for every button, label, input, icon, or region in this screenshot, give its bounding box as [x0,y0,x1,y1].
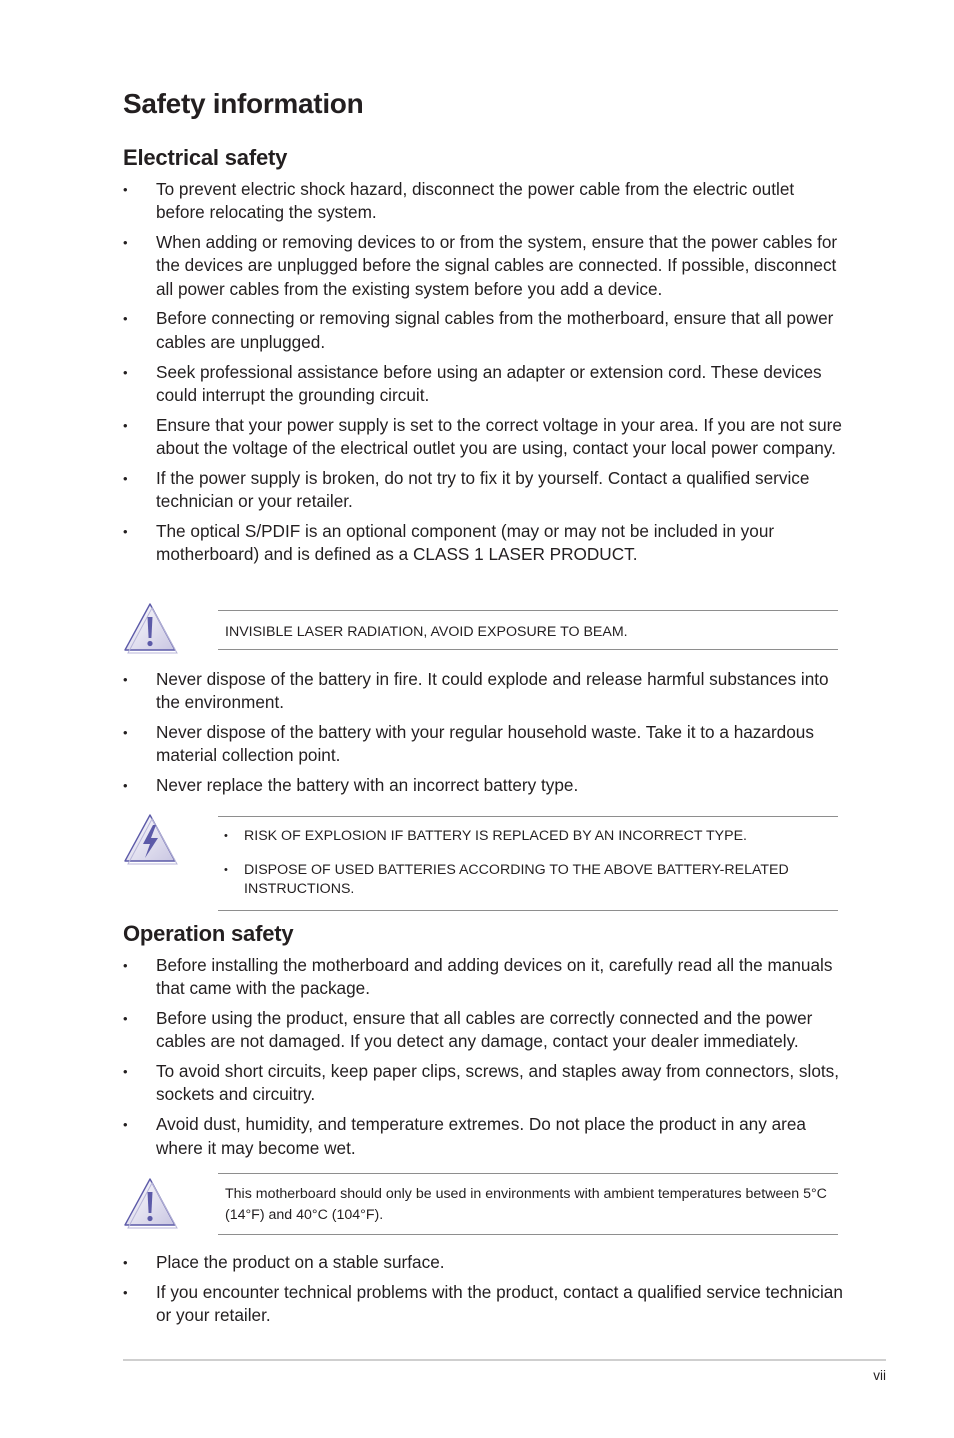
list-item: • To avoid short circuits, keep paper clips, screws, and staples away from connectors, slots, sockets and circuitry. [123,1060,843,1107]
list-item: • Before connecting or removing signal cables from the motherboard, ensure that all power cables are unplugged. [123,307,843,354]
exclamation-triangle-icon [123,1177,179,1229]
notice-box [218,816,838,911]
list-item: • Seek professional assistance before using an adapter or extension cord. These devices could interrupt the grounding circuit. [123,361,843,408]
operation-safety-heading: Operation safety [123,921,294,946]
list-item: • Ensure that your power supply is set to the correct voltage in your area. If you are not sure about the voltage of the electrical outlet you are using, contact your local power company. [123,414,843,461]
page-title: Safety information [123,88,364,119]
list-item: • Never dispose of the battery in fire. It could explode and release harmful substances into the environment. [123,668,843,715]
operation-safety-list [123,954,843,1166]
list-item: • Avoid dust, humidity, and temperature extremes. Do not place the product in any area where it may become wet. [123,1113,843,1160]
list-item: • DISPOSE OF USED BATTERIES ACCORDING TO THE ABOVE BATTERY-RELATED INSTRUCTIONS. [224,861,838,900]
list-item: • If you encounter technical problems with the product, contact a qualified service technician or your retailer. [123,1281,843,1328]
operation-final-list [123,1251,843,1334]
laser-caution-notice [123,602,838,654]
battery-safety-list [123,668,843,804]
notice-box [218,1173,838,1235]
list-item: • When adding or removing devices to or from the system, ensure that the power cables for the devices are unplugged before the signal cables are connected. If possible, disconnect all power cables from the existing system before you add a device. [123,231,843,301]
laser-notice-text: INVISIBLE LASER RADIATION, AVOID EXPOSURE TO BEAM. [225,624,628,640]
exclamation-triangle-icon [123,602,179,654]
temperature-caution-notice [123,1166,838,1234]
list-item: • If the power supply is broken, do not try to fix it by yourself. Contact a qualified service technician or your retailer. [123,467,843,514]
page-number: vii [873,1368,886,1383]
notice-box [218,610,838,650]
list-item: • To prevent electric shock hazard, disconnect the power cable from the electric outlet before relocating the system. [123,178,843,225]
temperature-notice-text: This motherboard should only be used in environments with ambient temperatures between 5°C (14°F) and 40°C (104°F). [225,1186,827,1223]
footer-divider [123,1359,886,1361]
list-item: • RISK OF EXPLOSION IF BATTERY IS REPLACED BY AN INCORRECT TYPE. [224,827,838,847]
list-item: • Before using the product, ensure that all cables are correctly connected and the power cables are not damaged. If you detect any damage, contact your dealer immediately. [123,1007,843,1054]
lightning-triangle-icon [123,813,179,865]
list-item: • Place the product on a stable surface. [123,1251,843,1274]
list-item: • Before installing the motherboard and adding devices on it, carefully read all the manuals that came with the package. [123,954,843,1001]
battery-warning-notice [123,808,838,912]
battery-warning-list [218,817,838,900]
list-item: • The optical S/PDIF is an optional component (may or may not be included in your motherboard) and is defined as a CLASS 1 LASER PRODUCT. [123,520,843,567]
electrical-safety-list [123,178,843,573]
list-item: • Never replace the battery with an incorrect battery type. [123,774,843,797]
electrical-safety-heading: Electrical safety [123,145,288,170]
list-item: • Never dispose of the battery with your regular household waste. Take it to a hazardous material collection point. [123,721,843,768]
